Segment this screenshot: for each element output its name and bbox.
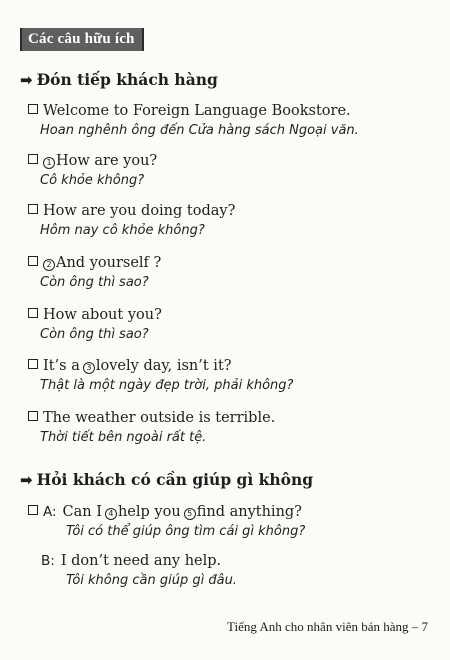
vietnamese-translation: Còn ông thì sao? xyxy=(40,327,149,342)
section-heading-welcome xyxy=(20,70,218,89)
english-phrase: The weather outside is terrible. xyxy=(43,410,276,426)
phrase-entry xyxy=(28,103,440,138)
dialogue-line-a xyxy=(28,504,440,539)
english-phrase-prefix: It’s a xyxy=(43,358,80,374)
circled-number: 2 xyxy=(43,259,55,271)
english-phrase: find anything? xyxy=(196,504,302,520)
phrase-entry xyxy=(28,203,440,238)
right-arrow-icon: ➡ xyxy=(20,70,33,89)
checkbox-icon xyxy=(28,308,38,318)
phrase-entry xyxy=(28,410,440,445)
english-phrase: How are you doing today? xyxy=(43,203,236,219)
phrase-entry xyxy=(28,358,440,393)
checkbox-icon xyxy=(28,256,38,266)
dialogue-line-b xyxy=(41,553,440,588)
circled-number: 4 xyxy=(105,508,117,520)
phrase-entry xyxy=(28,255,440,290)
phrase-entry xyxy=(28,307,440,342)
vietnamese-translation: Thời tiết bên ngoài rất tệ. xyxy=(40,430,207,445)
section-heading-text: Đón tiếp khách hàng xyxy=(36,70,218,89)
section-heading-text: Hỏi khách có cần giúp gì không xyxy=(36,470,314,489)
checkbox-icon xyxy=(28,204,38,214)
checkbox-icon xyxy=(28,104,38,114)
vietnamese-translation: Thật là một ngày đẹp trời, phải không? xyxy=(40,378,294,393)
english-phrase: How are you? xyxy=(56,153,158,169)
vietnamese-translation: Tôi có thể giúp ông tìm cái gì không? xyxy=(66,524,306,539)
phrase-entry xyxy=(28,153,440,188)
vietnamese-translation: Tôi không cần giúp gì đâu. xyxy=(66,573,237,588)
english-phrase: How about you? xyxy=(43,307,162,323)
circled-number: 1 xyxy=(43,157,55,169)
vietnamese-translation: Hôm nay cô khỏe không? xyxy=(40,223,205,238)
checkbox-icon xyxy=(28,359,38,369)
vietnamese-translation: Còn ông thì sao? xyxy=(40,275,149,290)
speaker-label: B: xyxy=(41,553,55,569)
circled-number: 3 xyxy=(83,362,95,374)
english-phrase-middle: help you xyxy=(117,504,181,520)
vietnamese-translation: Cô khỏe không? xyxy=(40,173,145,188)
english-phrase: And yourself ? xyxy=(56,255,162,271)
vietnamese-translation: Hoan nghênh ông đến Cửa hàng sách Ngoại văn. xyxy=(40,123,359,138)
english-phrase: I don’t need any help. xyxy=(60,553,222,569)
right-arrow-icon: ➡ xyxy=(20,470,33,489)
page-footer: Tiếng Anh cho nhân viên bán hàng – 7 xyxy=(227,619,428,634)
checkbox-icon xyxy=(28,411,38,421)
english-phrase: Welcome to Foreign Language Bookstore. xyxy=(43,103,351,119)
english-phrase: lovely day, isn’t it? xyxy=(95,358,232,374)
circled-number: 5 xyxy=(184,508,196,520)
english-phrase-prefix: Can I xyxy=(62,504,102,520)
section-banner: Các câu hữu ích xyxy=(20,28,144,51)
checkbox-icon xyxy=(28,505,38,515)
section-heading-offer-help xyxy=(20,470,313,489)
speaker-label: A: xyxy=(43,504,57,520)
checkbox-icon xyxy=(28,154,38,164)
